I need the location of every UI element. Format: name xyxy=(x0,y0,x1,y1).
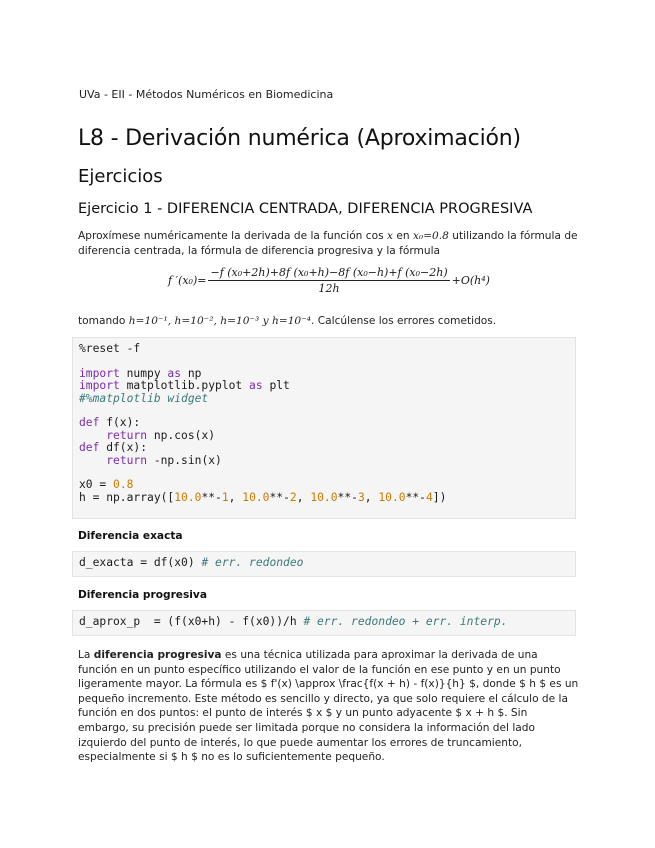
exacta-label: Diferencia exacta xyxy=(78,530,183,542)
tomando-prefix: tomando xyxy=(78,315,126,327)
tomando-values: h=10⁻¹, h=10⁻², h=10⁻³ y h=10⁻⁴ xyxy=(128,315,312,327)
code-line: def f(x): xyxy=(79,416,141,430)
explanation-bold: diferencia progresiva xyxy=(93,649,222,661)
page-title: L8 - Derivación numérica (Aproximación) xyxy=(78,126,521,151)
intro-x0-value: x₀=0.8 xyxy=(412,230,449,242)
code-line: return np.cos(x) xyxy=(106,428,216,442)
code-line: return -np.sin(x) xyxy=(106,453,222,467)
code-line: import numpy as np xyxy=(79,366,202,380)
exacta-code-cell[interactable] xyxy=(72,551,576,577)
intro-part1: Aproxímese numéricamente la derivada de la función cos xyxy=(78,230,384,242)
code-line xyxy=(79,355,575,367)
code-line xyxy=(79,405,575,417)
exercise-title: Ejercicio 1 - DIFERENCIA CENTRADA, DIFERENCIA PROGRESIVA xyxy=(78,201,533,217)
formula-denominator: 12h xyxy=(318,282,340,295)
tomando-paragraph xyxy=(78,314,578,329)
explanation-part1: La xyxy=(78,649,94,661)
section-heading: Ejercicios xyxy=(78,166,163,187)
exacta-code: d_exacta = df(x0) xyxy=(79,556,202,569)
intro-x-var: x xyxy=(386,230,393,242)
code-line: x0 = 0.8 xyxy=(79,478,134,492)
formula-fraction xyxy=(208,266,449,295)
code-line xyxy=(79,467,575,479)
formula-numerator: −f (x₀+2h)+8f (x₀+h)−8f (x₀−h)+f (x₀−2h) xyxy=(210,266,448,279)
derivative-formula xyxy=(168,266,490,295)
progresiva-label: Diferencia progresiva xyxy=(78,589,207,601)
code-line: def df(x): xyxy=(79,441,148,455)
code-line: import matplotlib.pyplot as plt xyxy=(79,379,290,393)
explanation-paragraph xyxy=(78,648,580,765)
intro-paragraph xyxy=(78,229,578,258)
course-header: UVa - EII - Métodos Numéricos en Biomedicina xyxy=(79,88,334,101)
setup-code-cell[interactable] xyxy=(72,337,576,519)
formula-lhs: f ′(x₀)= xyxy=(168,274,207,287)
code-line: h = np.array([10.0**-1, 10.0**-2, 10.0**-3, 10.0**-4]) xyxy=(79,490,447,504)
formula-rhs: +O(h⁴) xyxy=(451,274,490,287)
intro-part3: utilizando la fórmula de diferencia centrada, la fórmula de diferencia progresiva y la fórmula xyxy=(78,230,578,257)
intro-part2: en xyxy=(396,230,410,242)
progresiva-code-cell[interactable] xyxy=(72,610,576,636)
progresiva-code: d_aprox_p = (f(x0+h) - f(x0))/h xyxy=(79,615,304,628)
code-line: %reset -f xyxy=(79,342,141,355)
progresiva-comment: # err. redondeo + err. interp. xyxy=(303,615,508,628)
tomando-suffix: . Calcúlense los errores cometidos. xyxy=(311,315,497,327)
explanation-part2: es una técnica utilizada para aproximar la derivada de una función en un punto específico utilizando el valor de la función en ese punto y en un punto ligeramente mayor. La fórmula es $ f'(x) \approx \frac{f(x + h) - f(x)}{h} $, donde $ h $ es un pequeño incremento. Este método es sencillo y directo, ya que solo requiere el cálculo de la función en dos puntos: el punto de interés $ x $ y un punto adyacente $ x + h $. Sin embargo, su precisión puede ser limitada porque no considera la información del lado izquierdo del punto de interés, lo que puede aumentar los errores de truncamiento, especialmente si $ h $ no es lo suficientemente pequeño. xyxy=(78,649,579,764)
code-line: #%matplotlib widget xyxy=(79,391,209,405)
exacta-comment: # err. redondeo xyxy=(201,556,304,569)
